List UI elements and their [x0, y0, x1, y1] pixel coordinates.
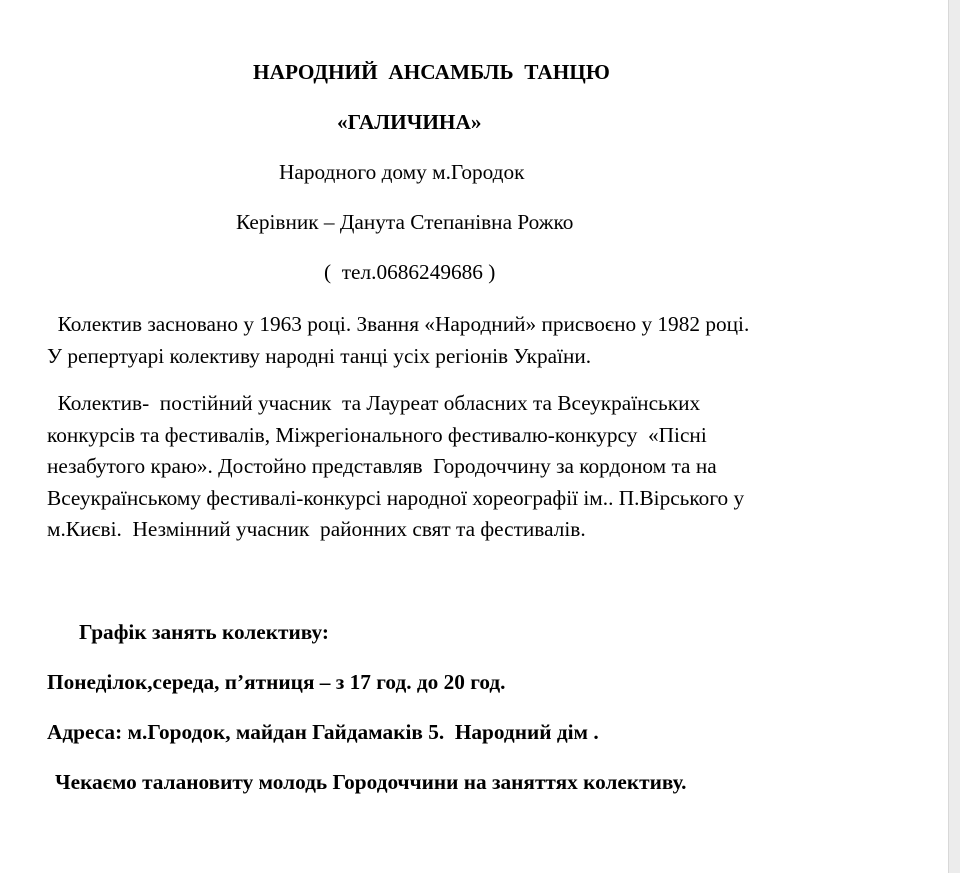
paragraph-founding — [47, 309, 897, 372]
paragraph-line: м.Києві. Незмінний учасник районних свят та фестивалів. — [47, 517, 586, 541]
schedule-days: Понеділок,середа, п’ятниця – з 17 год. до 20 год. — [47, 670, 506, 694]
title-line-1: НАРОДНИЙ АНСАМБЛЬ ТАНЦЮ — [253, 60, 610, 84]
invitation-line: Чекаємо талановиту молодь Городоччини на заняттях колективу. — [55, 770, 687, 794]
paragraph-line: конкурсів та фестивалів, Міжрегіонального фестивалю-конкурсу «Пісні — [47, 422, 707, 447]
institution-line: Народного дому м.Городок — [279, 160, 525, 184]
paragraph-line: Колектив- постійний учасник та Лауреат обласних та Всеукраїнських — [47, 391, 701, 415]
address-line: Адреса: м.Городок, майдан Гайдамаків 5. Народний дім . — [47, 720, 599, 744]
schedule-heading: Графік занять колективу: — [79, 620, 329, 644]
phone-line: ( тел.0686249686 ) — [324, 260, 496, 284]
paragraph-line: незабутого краю». Достойно представляв Городоччину за кордоном та на — [47, 454, 717, 478]
paragraph-line: У репертуарі колективу народні танці усіх регіонів України. — [47, 343, 592, 368]
paragraph-line: Колектив засновано у 1963 році. Звання «Народний» присвоєно у 1982 році. — [47, 312, 750, 336]
paragraph-achievements — [47, 388, 897, 546]
page-edge-scrollbar[interactable] — [948, 0, 960, 873]
paragraph-line: Всеукраїнському фестивалі-конкурсі народної хореографії ім.. П.Вірського у — [47, 485, 745, 510]
leader-line: Керівник – Данута Степанівна Рожко — [236, 210, 574, 234]
title-line-2: «ГАЛИЧИНА» — [337, 110, 482, 134]
